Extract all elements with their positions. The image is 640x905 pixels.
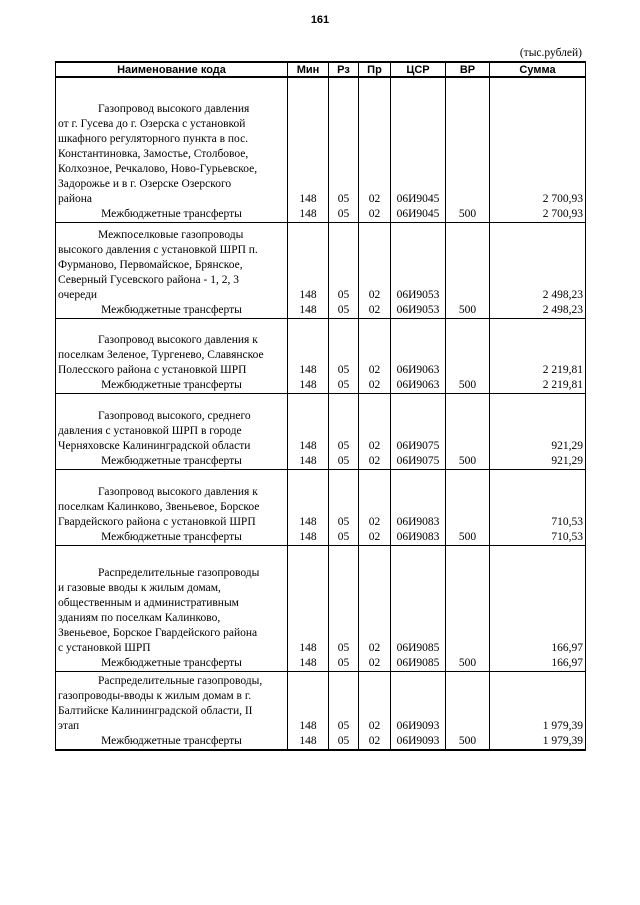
- object-vr-code: [446, 318, 490, 378]
- object-vr-code: [446, 672, 490, 734]
- object-vr-code: [446, 546, 490, 656]
- item-name-line: Фурманово, Первомайское, Брянское,: [58, 258, 243, 271]
- transfer-min-code: 148: [288, 656, 329, 672]
- object-rz-code: 05: [329, 469, 359, 530]
- object-min-code: 148: [288, 77, 329, 207]
- object-pr-code: 02: [359, 546, 391, 656]
- transfer-csr-code: 06И9053: [391, 303, 446, 319]
- transfer-item-name: Межбюджетные трансферты: [56, 530, 288, 546]
- object-vr-code: [446, 469, 490, 530]
- transfer-rz-code: 05: [329, 454, 359, 470]
- object-row: [56, 394, 586, 454]
- header-csr: ЦСР: [391, 62, 446, 77]
- item-name-line: с установкой ШРП: [58, 641, 151, 654]
- object-pr-code: 02: [359, 223, 391, 303]
- object-row: [56, 77, 586, 207]
- item-name-line: поселкам Калинково, Звеньевое, Борское: [58, 501, 260, 513]
- transfer-csr-code: 06И9045: [391, 207, 446, 223]
- transfer-pr-code: 02: [359, 656, 391, 672]
- item-name-line: этап: [58, 719, 80, 732]
- units-note: (тыс.рублей): [519, 47, 582, 59]
- object-item-name: [56, 77, 288, 207]
- transfer-pr-code: 02: [359, 530, 391, 546]
- transfer-csr-code: 06И9083: [391, 530, 446, 546]
- item-name-line: и газовые вводы к жилым домам,: [58, 581, 221, 594]
- transfer-row: [56, 530, 586, 546]
- transfer-item-name: Межбюджетные трансферты: [56, 454, 288, 470]
- object-sum-value: 1 979,39: [490, 672, 586, 734]
- item-name-line: Межпоселковые газопроводы: [98, 228, 244, 241]
- item-name-line: высокого давления с установкой ШРП п.: [58, 243, 258, 256]
- object-csr-code: 06И9045: [391, 77, 446, 207]
- header-rz: Рз: [329, 62, 359, 77]
- budget-table: [55, 61, 586, 751]
- object-item-name: [56, 672, 288, 734]
- item-name-line: Газопровод высокого давления: [98, 103, 250, 115]
- item-name-line: зданиям по поселкам Калинково,: [58, 611, 221, 624]
- item-name-line: очереди: [58, 288, 98, 301]
- transfer-sum-value: 1 979,39: [490, 734, 586, 750]
- object-vr-code: [446, 77, 490, 207]
- transfer-pr-code: 02: [359, 454, 391, 470]
- object-row: [56, 318, 586, 378]
- object-min-code: 148: [288, 223, 329, 303]
- item-name-line: давления с установкой ШРП в городе: [58, 424, 242, 437]
- item-name-line: Балтийске Калининградской области, II: [58, 704, 253, 717]
- object-sum-value: 166,97: [490, 546, 586, 656]
- transfer-rz-code: 05: [329, 530, 359, 546]
- object-item-name: [56, 223, 288, 303]
- object-min-code: 148: [288, 318, 329, 378]
- transfer-item-name: Межбюджетные трансферты: [56, 303, 288, 319]
- transfer-csr-code: 06И9075: [391, 454, 446, 470]
- transfer-sum-value: 2 219,81: [490, 378, 586, 394]
- header-name: Наименование кода: [56, 62, 288, 77]
- object-csr-code: 06И9093: [391, 672, 446, 734]
- item-name-line: Северный Гусевского района - 1, 2, 3: [58, 273, 239, 286]
- object-item-name: [56, 394, 288, 454]
- object-pr-code: 02: [359, 394, 391, 454]
- transfer-row: [56, 378, 586, 394]
- object-csr-code: 06И9075: [391, 394, 446, 454]
- object-pr-code: 02: [359, 672, 391, 734]
- transfer-row: [56, 734, 586, 750]
- transfer-min-code: 148: [288, 734, 329, 750]
- transfer-row: [56, 303, 586, 319]
- item-name-line: общественным и административным: [58, 596, 239, 609]
- item-name-line: района: [58, 193, 93, 205]
- table-header-row: [56, 62, 586, 77]
- item-name-line: газопроводы-вводы к жилым домам в г.: [58, 689, 252, 702]
- item-name-line: Распределительные газопроводы: [98, 566, 260, 579]
- transfer-csr-code: 06И9063: [391, 378, 446, 394]
- transfer-vr-code: 500: [446, 207, 490, 223]
- item-name-line: Гвардейского района с установкой ШРП: [58, 516, 256, 528]
- object-vr-code: [446, 223, 490, 303]
- transfer-csr-code: 06И9093: [391, 734, 446, 750]
- transfer-vr-code: 500: [446, 378, 490, 394]
- transfer-min-code: 148: [288, 530, 329, 546]
- object-row: [56, 672, 586, 734]
- object-min-code: 148: [288, 469, 329, 530]
- object-rz-code: 05: [329, 394, 359, 454]
- transfer-sum-value: 2 498,23: [490, 303, 586, 319]
- object-item-name: [56, 469, 288, 530]
- object-pr-code: 02: [359, 77, 391, 207]
- object-row: [56, 223, 586, 303]
- transfer-min-code: 148: [288, 303, 329, 319]
- transfer-rz-code: 05: [329, 656, 359, 672]
- transfer-sum-value: 710,53: [490, 530, 586, 546]
- transfer-item-name: Межбюджетные трансферты: [56, 207, 288, 223]
- transfer-item-name: Межбюджетные трансферты: [56, 656, 288, 672]
- item-name-line: Черняховске Калининградской области: [58, 439, 251, 452]
- object-sum-value: 2 219,81: [490, 318, 586, 378]
- object-rz-code: 05: [329, 318, 359, 378]
- object-item-name: [56, 318, 288, 378]
- transfer-item-name: Межбюджетные трансферты: [56, 734, 288, 750]
- transfer-min-code: 148: [288, 378, 329, 394]
- item-name-line: поселкам Зеленое, Тургенево, Славянское: [58, 349, 264, 361]
- object-csr-code: 06И9083: [391, 469, 446, 530]
- transfer-vr-code: 500: [446, 454, 490, 470]
- transfer-vr-code: 500: [446, 656, 490, 672]
- header-sum: Сумма: [490, 62, 586, 77]
- item-name-line: от г. Гусева до г. Озерска с установкой: [58, 118, 246, 130]
- object-rz-code: 05: [329, 672, 359, 734]
- object-rz-code: 05: [329, 77, 359, 207]
- object-rz-code: 05: [329, 223, 359, 303]
- item-name-line: Задорожье и в г. Озерске Озерского: [58, 178, 232, 190]
- transfer-pr-code: 02: [359, 734, 391, 750]
- transfer-sum-value: 921,29: [490, 454, 586, 470]
- transfer-vr-code: 500: [446, 734, 490, 750]
- transfer-rz-code: 05: [329, 378, 359, 394]
- transfer-pr-code: 02: [359, 303, 391, 319]
- object-pr-code: 02: [359, 318, 391, 378]
- object-rz-code: 05: [329, 546, 359, 656]
- item-name-line: шкафного регуляторного пункта в пос.: [58, 133, 249, 145]
- object-sum-value: 921,29: [490, 394, 586, 454]
- item-name-line: Газопровод высокого, среднего: [98, 409, 251, 422]
- object-vr-code: [446, 394, 490, 454]
- item-name-line: Газопровод высокого давления к: [98, 334, 258, 346]
- transfer-sum-value: 2 700,93: [490, 207, 586, 223]
- object-row: [56, 469, 586, 530]
- item-name-line: Колхозное, Речкалово, Ново-Гурьевское,: [58, 163, 258, 175]
- transfer-row: [56, 207, 586, 223]
- transfer-csr-code: 06И9085: [391, 656, 446, 672]
- transfer-min-code: 148: [288, 454, 329, 470]
- object-row: [56, 546, 586, 656]
- item-name-line: Полесского района с установкой ШРП: [58, 364, 247, 376]
- object-min-code: 148: [288, 394, 329, 454]
- transfer-row: [56, 454, 586, 470]
- object-sum-value: 2 700,93: [490, 77, 586, 207]
- header-min: Мин: [288, 62, 329, 77]
- transfer-rz-code: 05: [329, 303, 359, 319]
- transfer-pr-code: 02: [359, 207, 391, 223]
- object-sum-value: 710,53: [490, 469, 586, 530]
- object-min-code: 148: [288, 672, 329, 734]
- transfer-item-name: Межбюджетные трансферты: [56, 378, 288, 394]
- item-name-line: Константиновка, Замостье, Столбовое,: [58, 148, 249, 160]
- header-vr: ВР: [446, 62, 490, 77]
- transfer-row: [56, 656, 586, 672]
- item-name-line: Газопровод высокого давления к: [98, 486, 258, 498]
- object-csr-code: 06И9085: [391, 546, 446, 656]
- item-name-line: Звеньевое, Борское Гвардейского района: [58, 626, 258, 639]
- object-sum-value: 2 498,23: [490, 223, 586, 303]
- object-csr-code: 06И9063: [391, 318, 446, 378]
- object-min-code: 148: [288, 546, 329, 656]
- object-item-name: [56, 546, 288, 656]
- object-csr-code: 06И9053: [391, 223, 446, 303]
- transfer-rz-code: 05: [329, 207, 359, 223]
- transfer-sum-value: 166,97: [490, 656, 586, 672]
- header-pr: Пр: [359, 62, 391, 77]
- transfer-vr-code: 500: [446, 303, 490, 319]
- transfer-vr-code: 500: [446, 530, 490, 546]
- transfer-pr-code: 02: [359, 378, 391, 394]
- page-number: 161: [310, 14, 330, 26]
- transfer-min-code: 148: [288, 207, 329, 223]
- transfer-rz-code: 05: [329, 734, 359, 750]
- object-pr-code: 02: [359, 469, 391, 530]
- item-name-line: Распределительные газопроводы,: [98, 674, 263, 687]
